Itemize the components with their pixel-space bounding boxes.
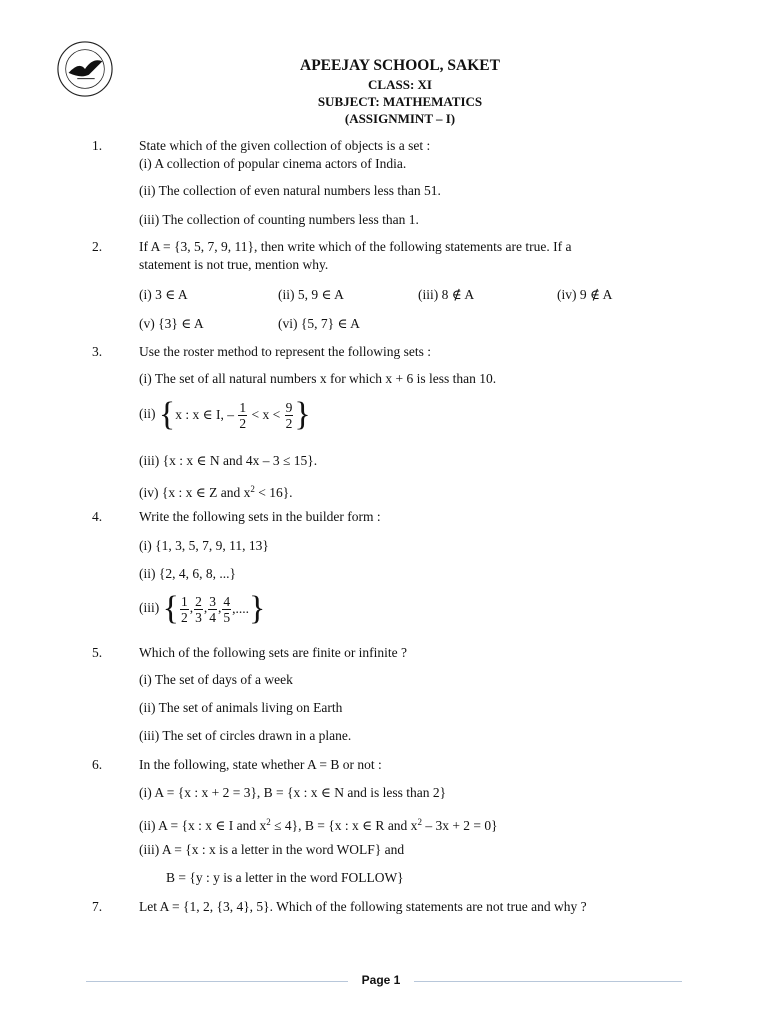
- question-item: (ii) A = {x : x ∈ I and $x^2 \le 4$}, B = {x : x ∈ R and $x^2 - 3x + 2 = 0$}: [139, 817, 498, 833]
- question-item: (i) {1, 3, 5, 7, 9, 11, 13}: [139, 538, 269, 553]
- question-text: In the following, state whether A = B or not :: [139, 757, 382, 772]
- question-item: (ii) 5, 9 ∈ A: [278, 287, 344, 302]
- question-item: (i) 3 ∈ A: [139, 287, 188, 302]
- item-label: (ii): [139, 406, 156, 422]
- page-number: Page 1: [361, 973, 401, 987]
- question-item: (i) The set of days of a week: [139, 672, 293, 687]
- class-line: CLASS: XI: [368, 77, 432, 92]
- fraction: $\frac{9}{2}$: [285, 399, 293, 431]
- question-number: 6.: [92, 757, 103, 772]
- assignment-line: (ASSIGNMINT – I): [344, 111, 456, 126]
- item-label: (iii): [139, 600, 160, 616]
- question-text: State which of the given collection of objects is a set :: [139, 138, 431, 153]
- school-name: APEEJAY SCHOOL, SAKET: [300, 57, 500, 74]
- document-header: [0, 56, 768, 127]
- question-text: Which of the following sets are finite or infinite ?: [139, 645, 408, 660]
- question-item: (ii) The collection of even natural numbers less than 51.: [139, 183, 441, 198]
- math-text: < x <: [251, 407, 281, 422]
- question-item-set-builder: [139, 398, 311, 432]
- question-item: (iii) The set of circles drawn in a plane.: [139, 728, 352, 743]
- math-text: x : x ∈ I, –: [175, 407, 234, 422]
- fraction: $\frac{1}{2}$: [239, 399, 247, 431]
- question-item: (i) The set of all natural numbers x for which x + 6 is less than 10.: [139, 371, 497, 386]
- fraction: $\frac{4}{5}$: [223, 593, 231, 625]
- subject-line: SUBJECT: MATHEMATICS: [317, 94, 483, 109]
- fraction: $\frac{3}{4}$: [209, 593, 216, 625]
- brace-right: }: [248, 590, 266, 627]
- question-number: 7.: [92, 899, 103, 914]
- question-item: (ii) {2, 4, 6, 8, ...}: [139, 566, 236, 581]
- question-number: 4.: [92, 509, 103, 524]
- fraction: $\frac{1}{2}$: [180, 593, 188, 625]
- question-number: 3.: [92, 344, 103, 359]
- brace-left: {: [162, 590, 179, 627]
- question-item: (iv) 9 ∉ A: [557, 287, 613, 302]
- question-number: 1.: [92, 138, 103, 153]
- question-item: B = {y : y is a letter in the word FOLLOW}: [166, 870, 404, 885]
- question-item: (vi) {5, 7} ∈ A: [278, 316, 360, 331]
- question-number: 2.: [92, 239, 103, 254]
- question-item: (ii) The set of animals living on Earth: [139, 700, 343, 715]
- brace-left: {: [158, 396, 176, 433]
- question-text: If A = {3, 5, 7, 9, 11}, then write which of the following statements are true. If a: [139, 239, 572, 254]
- question-text: Write the following sets in the builder form :: [139, 509, 381, 524]
- brace-right: }: [294, 396, 311, 433]
- question-item: (v) {3} ∈ A: [139, 316, 204, 331]
- question-item: (iii) 8 ∉ A: [418, 287, 475, 302]
- ellipsis: ,....: [232, 601, 249, 616]
- question-item: (i) A collection of popular cinema actors of India.: [139, 156, 407, 171]
- question-item-fraction-set: (iii) { $\frac{1}{2}$ , $\frac{2}{3}$ , $\frac{3}{4}$ , $\frac{4}{5}$ ,....}: [139, 590, 266, 627]
- question-text: Use the roster method to represent the following sets :: [139, 344, 432, 359]
- question-item: (iii) The collection of counting numbers less than 1.: [139, 212, 419, 227]
- question-item: (iv) {x : x ∈ Z and $x^2 < 16$}.: [139, 484, 293, 500]
- question-item: (iii) {x : x ∈ N and 4x – 3 ≤ 15}.: [139, 453, 318, 468]
- fraction: $\frac{2}{3}$: [195, 593, 202, 625]
- footer-rule-right: [414, 981, 682, 982]
- question-text: Let A = {1, 2, {3, 4}, 5}. Which of the following statements are not true and why ?: [139, 899, 587, 914]
- footer-rule-left: [86, 981, 348, 982]
- question-item: (i) A = {x : x + 2 = 3}, B = {x : x ∈ N and is less than 2}: [139, 785, 447, 800]
- question-item: (iii) A = {x : x is a letter in the word WOLF} and: [139, 842, 405, 857]
- question-number: 5.: [92, 645, 103, 660]
- question-text: statement is not true, mention why.: [139, 257, 329, 272]
